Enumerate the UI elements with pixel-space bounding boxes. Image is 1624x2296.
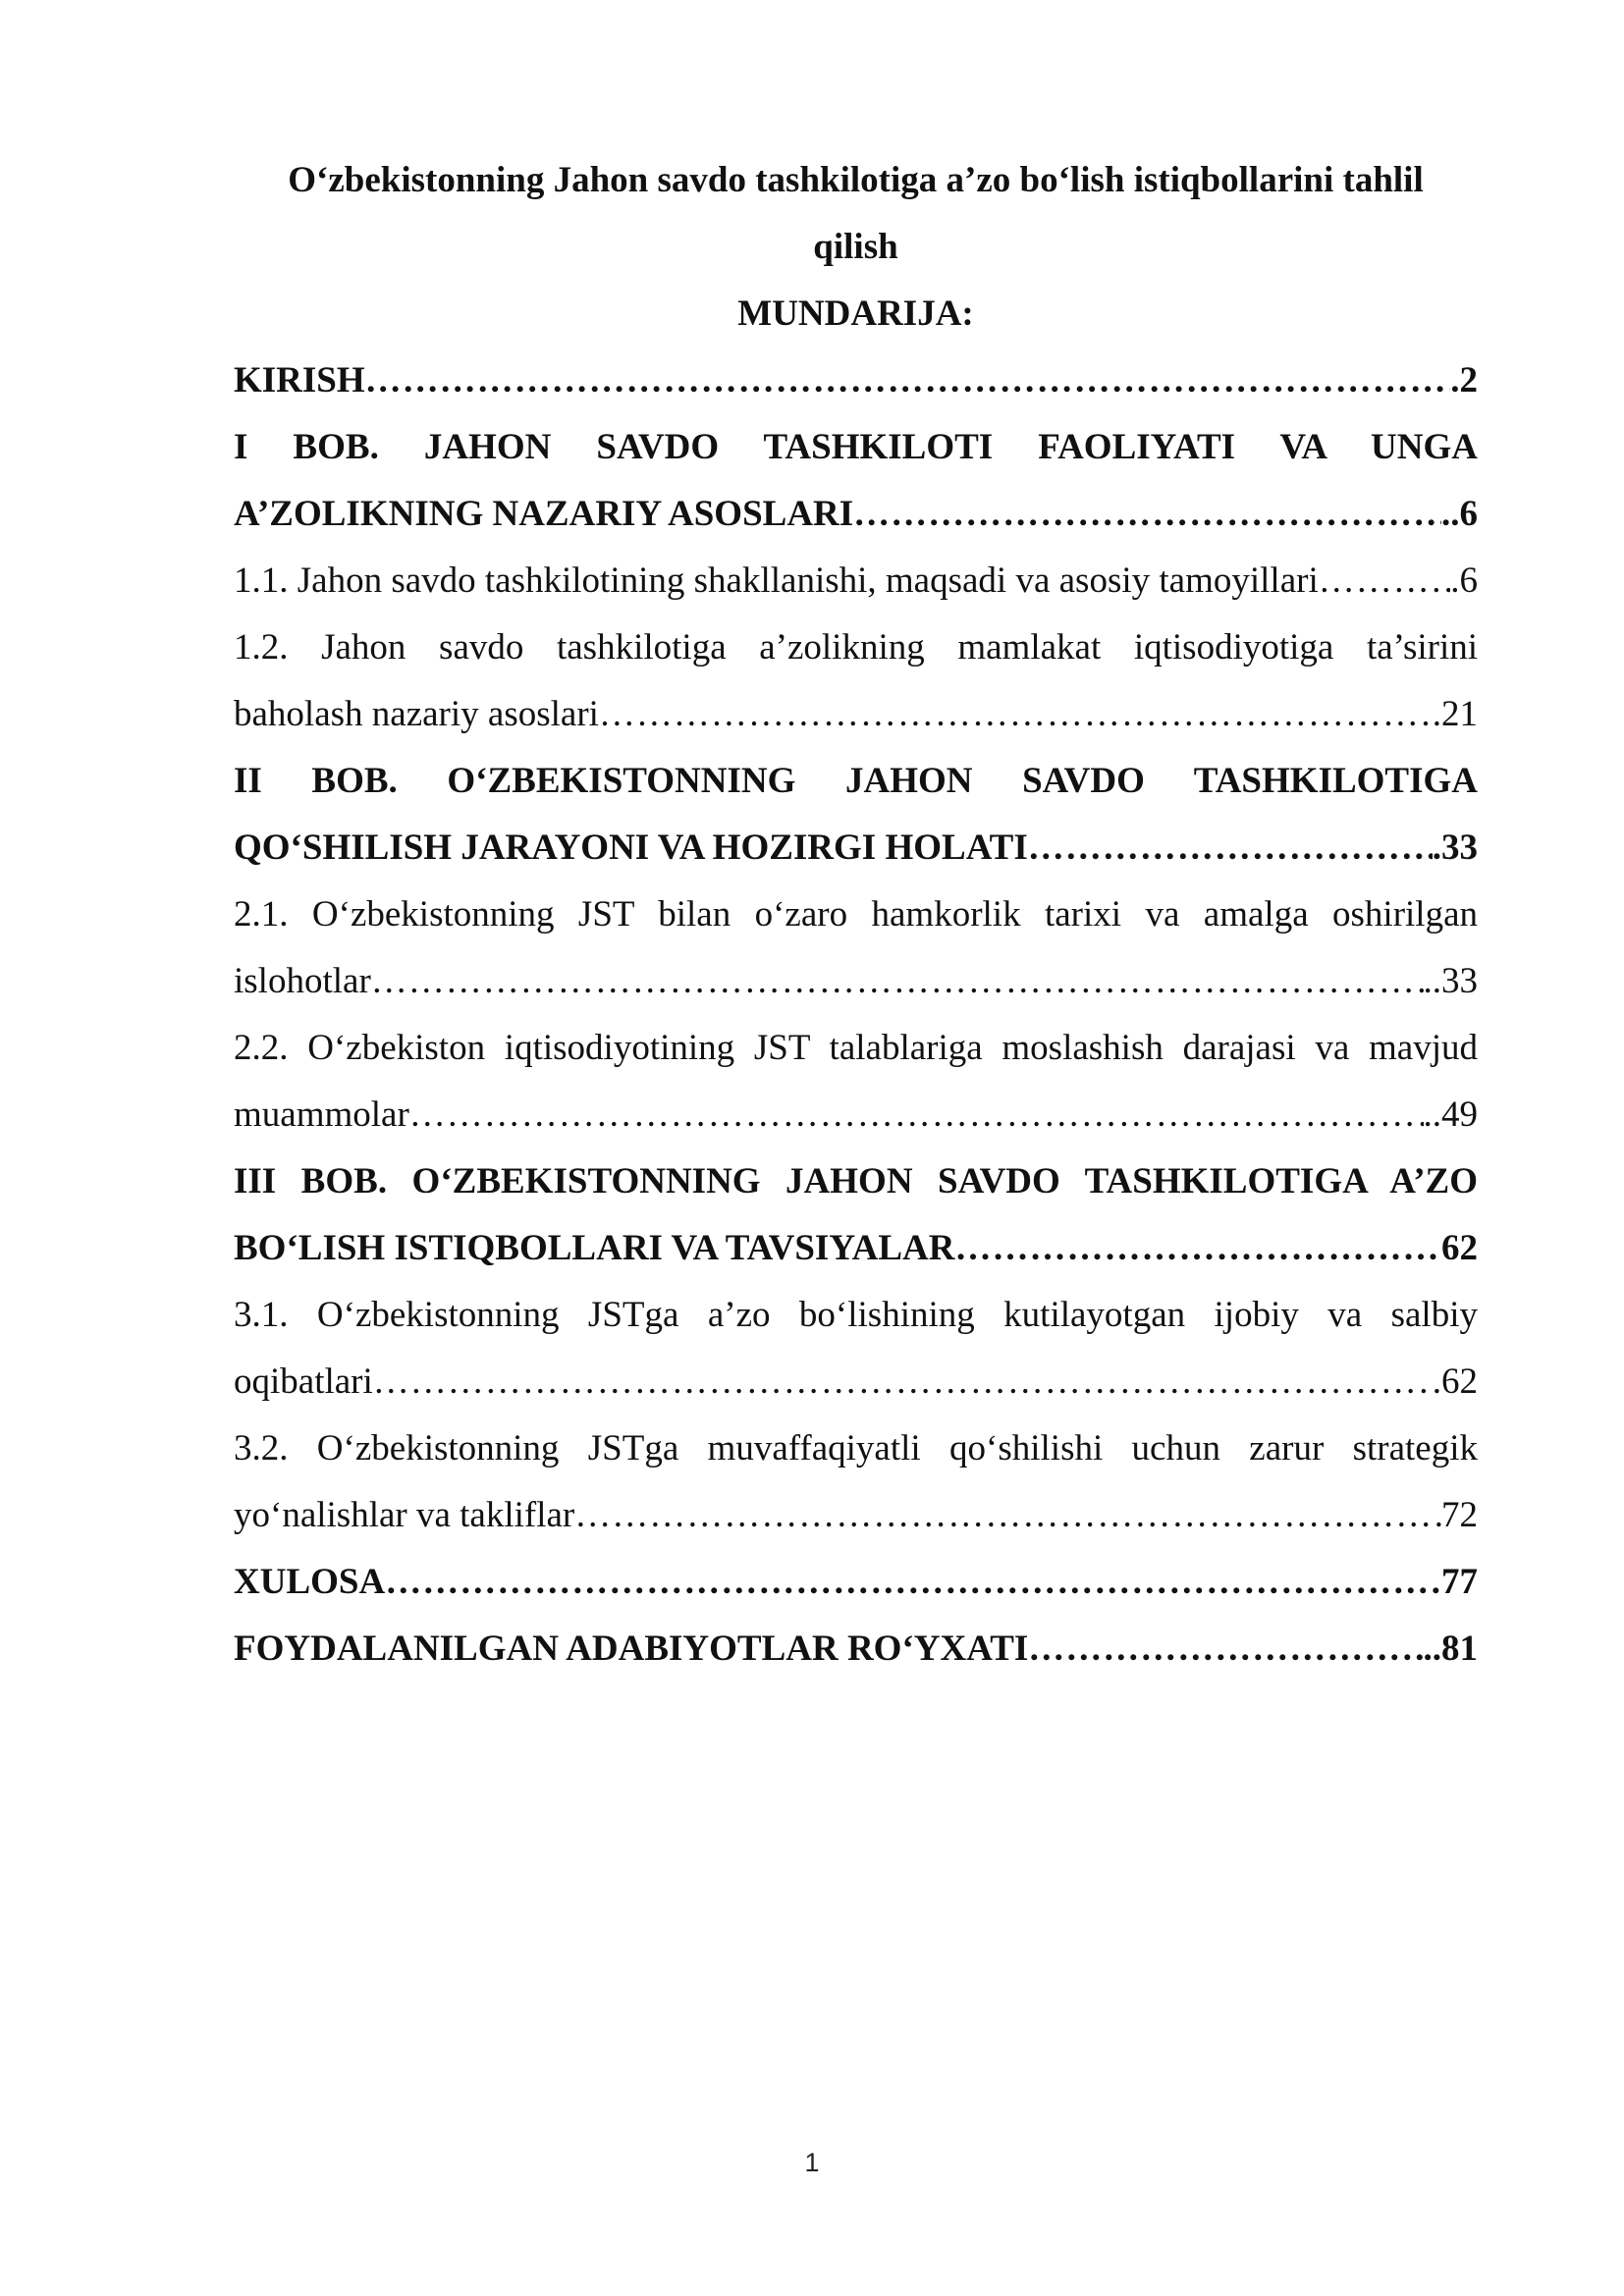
toc-entry-page: .6 — [1450, 561, 1478, 601]
toc-entry-title: BO‘LISH ISTIQBOLLARI VA TAVSIYALAR — [234, 1228, 955, 1268]
toc-entry-title: XULOSA — [234, 1562, 386, 1602]
toc-entry-page: .62 — [1432, 1362, 1478, 1402]
toc-section-2-1-line-1[interactable]: 2.1. O‘zbekistonning JST bilan o‘zaro hamkorlik tarixi va amalga oshirilgan — [234, 894, 1478, 934]
toc-entry-title: muammolar — [234, 1095, 409, 1135]
toc-section-3-1-line-1[interactable]: 3.1. O‘zbekistonning JSTga a’zo bo‘lishining kutilayotgan ijobiy va salbiy — [234, 1295, 1478, 1335]
toc-entry-page: .33 — [1432, 828, 1478, 868]
toc-entry-page: ..6 — [1441, 494, 1478, 534]
document-title-line-2: qilish — [813, 227, 898, 267]
toc-section-1-2-line-2[interactable] — [234, 681, 1478, 748]
toc-entry-xulosa[interactable] — [234, 1549, 1478, 1616]
toc-chapter-1-line-1[interactable]: I BOB. JAHON SAVDO TASHKILOTI FAOLIYATI VA UNGA — [234, 427, 1478, 467]
toc-entry-page: ..81 — [1423, 1629, 1478, 1669]
toc-chapter-2-line-1[interactable]: II BOB. O‘ZBEKISTONNING JAHON SAVDO TASHKILOTIGA — [234, 761, 1478, 801]
toc-entry-page: .2 — [1450, 360, 1478, 400]
toc-leader-dots — [385, 1549, 1441, 1616]
toc-leader-dots — [574, 1482, 1441, 1549]
toc-entry-title: islohotlar — [234, 961, 371, 1001]
toc-section-3-1-line-2[interactable] — [234, 1349, 1478, 1415]
toc-section-1-1[interactable] — [234, 548, 1478, 614]
toc-entry-page: 77 — [1441, 1562, 1478, 1602]
toc-entry-kirish[interactable] — [234, 347, 1478, 414]
toc-leader-dots — [599, 681, 1433, 748]
toc-entry-title: oqibatlari — [234, 1362, 373, 1402]
toc-leader-dots — [955, 1215, 1442, 1282]
document-title-line-1: O‘zbekistonning Jahon savdo tashkilotiga a’zo bo‘lish istiqbollarini tahlil — [288, 160, 1424, 200]
toc-section-2-2-line-1[interactable]: 2.2. O‘zbekiston iqtisodiyotining JST talablariga moslashish darajasi va mavjud — [234, 1028, 1478, 1068]
page-number: 1 — [804, 2148, 820, 2177]
toc-leader-dots — [371, 948, 1424, 1015]
toc-section-2-1-line-2[interactable] — [234, 948, 1478, 1015]
toc-section-3-2-line-2[interactable] — [234, 1482, 1478, 1549]
toc-leader-dots — [409, 1082, 1424, 1148]
toc-leader-dots — [853, 481, 1441, 548]
toc-section-1-2-line-1[interactable]: 1.2. Jahon savdo tashkilotiga a’zolikning mamlakat iqtisodiyotiga ta’sirini — [234, 627, 1478, 667]
toc-entry-page: 62 — [1441, 1228, 1478, 1268]
toc-entry-page: 72 — [1441, 1495, 1478, 1535]
toc-entry-title: QO‘SHILISH JARAYONI VA HOZIRGI HOLATI — [234, 828, 1028, 868]
toc-chapter-2-line-2[interactable] — [234, 815, 1478, 881]
toc-leader-dots — [1028, 815, 1433, 881]
toc-entry-title: 1.1. Jahon savdo tashkilotining shakllanishi, maqsadi va asosiy tamoyillari — [234, 561, 1319, 601]
toc-entry-title: FOYDALANILGAN ADABIYOTLAR RO‘YXATI — [234, 1629, 1029, 1669]
toc-entry-title: yo‘nalishlar va takliflar — [234, 1495, 575, 1535]
toc-entry-title: A’ZOLIKNING NAZARIY ASOSLARI — [234, 494, 854, 534]
toc-entry-title: baholash nazariy asoslari — [234, 694, 599, 734]
toc-chapter-1-line-2[interactable] — [234, 481, 1478, 548]
toc-section-3-2-line-1[interactable]: 3.2. O‘zbekistonning JSTga muvaffaqiyatli qo‘shilishi uchun zarur strategik — [234, 1428, 1478, 1468]
toc-entry-page: ..33 — [1423, 961, 1478, 1001]
toc-chapter-3-line-1[interactable]: III BOB. O‘ZBEKISTONNING JAHON SAVDO TASHKILOTIGA A’ZO — [234, 1161, 1478, 1201]
toc-entry-title: KIRISH — [234, 360, 365, 400]
toc-heading: MUNDARIJA: — [737, 294, 974, 334]
page-content — [234, 147, 1478, 1682]
toc-leader-dots — [1028, 1616, 1423, 1682]
toc-leader-dots — [1319, 548, 1451, 614]
toc-entry-references[interactable] — [234, 1616, 1478, 1682]
toc-section-2-2-line-2[interactable] — [234, 1082, 1478, 1148]
toc-entry-page: .21 — [1432, 694, 1478, 734]
toc-leader-dots — [365, 347, 1451, 414]
toc-leader-dots — [373, 1349, 1433, 1415]
toc-entry-page: ..49 — [1423, 1095, 1478, 1135]
toc-chapter-3-line-2[interactable] — [234, 1215, 1478, 1282]
